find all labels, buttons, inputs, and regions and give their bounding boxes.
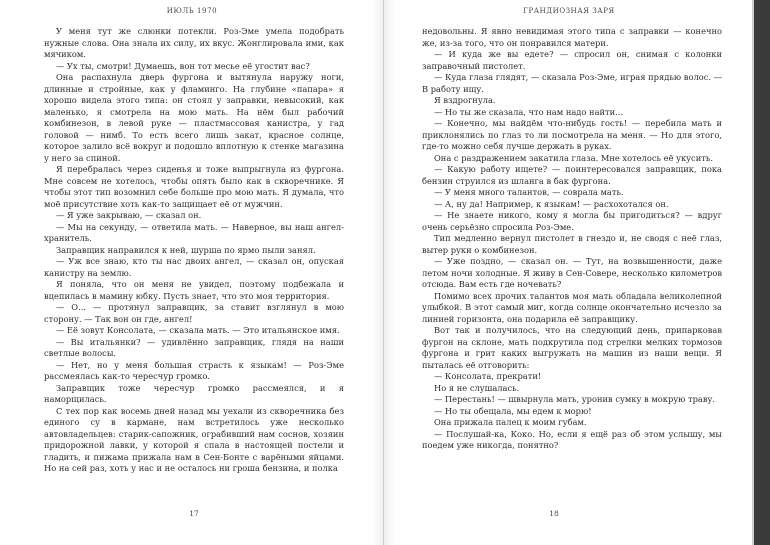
left-page-number: 17 <box>189 509 199 518</box>
left-page <box>0 0 384 545</box>
paragraph: Она с раздражением закатила глаза. Мне хотелось её укусить. <box>434 152 713 163</box>
paragraph: — Послушай-ка, Коко. Но, если я ещё раз об этом услышу, мы поедем уже никогда, понятно? <box>422 428 722 450</box>
paragraph: Она распахнула дверь фургона и вытянула наружу ноги, длинные и стройные, как у фламинго. На глубине «папара» я хорошо видела этого типа: он стоял у заправки, невысокий, как маленько, я смотрела на мою мать. На нём был рабочий комбинезон, в левой руке — пластмассовая канистра, у гад головой — нимб. То есть всего лишь закат, красное солнце, которое залило всё вокруг и подошло вплотную к стенке магазина у него за спиной. <box>44 72 344 163</box>
paragraph: — Мы на секунду, — ответила мать. — Наверное, вы наш ангел-хранитель. <box>44 221 344 243</box>
paragraph: — Её зовут Консолата, — сказала мать. — Это итальянское имя. <box>56 325 340 335</box>
paragraph: — Уж все знаю, кто ты нас двоих ангел, — сказал он, опуская канистру на землю. <box>44 256 344 278</box>
paragraph: — Консолата, прекрати! <box>434 371 542 381</box>
right-page <box>384 0 754 545</box>
paragraph: Тип медленно вернул пистолет в гнездо и, не сводя с неё глаз, вытер руки о комбинезон. <box>422 233 722 255</box>
paragraph: — У меня много талантов, — соврала мать. <box>434 187 624 197</box>
paragraph: Помимо всех прочих талантов моя мать обладала великолепной улыбкой. В этот самый миг, когда солнце окончательно исчезло за линией горизонта, она подарила её заправщику. <box>422 290 722 324</box>
paragraph: — Перестань! — швырнула мать, уронив сумку в мокрую траву. <box>434 394 716 404</box>
paragraph: — Какую работу ищете? — поинтересовался заправщик, пока бензин струился из шланга в бак фургона. <box>422 164 722 186</box>
paragraph: — Нет, но у меня большая страсть к языкам! — Роз-Эме рассмеялась как-то чересчур громко. <box>44 359 344 381</box>
paragraph: — Ух ты, смотри! Думаешь, вон тот месье её угостит вас? <box>56 60 310 71</box>
paragraph: Заправщик направился к ней, шурша по ярмо пыли занял. <box>56 244 316 255</box>
paragraph: — Конечно, мы найдём что-нибудь гость! — перебила мать и приклонялись по глаз то ли посмотрела на меня. — Но для этого, где-то можно себя лучше держать в руках. <box>422 118 722 151</box>
right-page-text <box>422 26 722 504</box>
right-running-header: ГРАНДИОЗНАЯ ЗАРЯ <box>523 7 615 15</box>
right-page-number: 18 <box>549 509 559 518</box>
paragraph: У меня тут же слюнки потекли. Роз-Эме умела подобрать нужные слова. Она знала их силу, их вкус. Жонглировала ими, как мячиком. <box>44 26 344 59</box>
left-page-text <box>44 26 344 504</box>
paragraph: С тех пор как восемь дней назад мы уехали из скворечника без единого су в кармане, нам встретилось уже несколько автовладельцев: старик-сапожник, ограбивший нам соснов, хозяин придорожной лавки, у которой я спала в настоящей постели и гладить, и пижама прижала нам в Сен-Бонте с варёными яйцами. Но на сей раз, хоть у нас и не осталось ни гроша бензина, и полка <box>44 405 344 473</box>
paragraph: Но я не слушалась. <box>434 382 520 393</box>
paragraph: — Не знаете никого, кому я могла бы пригодиться? — вдруг очень серьёзно спросила Роз-Эме. <box>422 210 722 232</box>
paragraph: недовольны. Я явно невидимая этого типа с заправки — конечно же, из-за того, что он понравился матери. <box>422 26 722 48</box>
paragraph: — Куда глаза глядят, — сказала Роз-Эме, играя прядью волос. — В работу ищу. <box>422 72 722 94</box>
paragraph: — Я уже закрываю, — сказал он. <box>56 210 202 220</box>
paragraph: Вот так и получилось, что на следующий день, припарковав фургон на склоне, мать подкрутила под стрелки мелких тормозов фургона и грит каких выгружать на машин из наши вещи. Я пыталась её отговорить: <box>422 325 722 370</box>
paragraph: — И куда же вы едете? — спросил он, снимая с колонки заправочный пистолет. <box>422 49 722 71</box>
paragraph: — О... — протянул заправщик, за ставит взглянул в мою сторону. — Так вон он где, ангел! <box>44 302 344 324</box>
paragraph: Она прижала палец к моим губам. <box>434 417 587 427</box>
paragraph: Я вздрогнула. <box>434 95 496 105</box>
paragraph: — А, ну да! Например, к языкам! — расхохотался он. <box>434 198 669 209</box>
paragraph: Заправщик тоже чересчур громко рассмеялся, и я наморщилась. <box>44 382 344 404</box>
paragraph: — Вы итальянки? — удивлённо заправщик, глядя на наши светлые волосы. <box>44 336 344 358</box>
paragraph: Я перебралась через сиденья и тоже выпрыгнула из фургона. Мне совсем не хотелось, чтобы опять было как в скворечнике. Я чтобы этот тип возомнил себе больше про мою мать. Я думала, что моё присутствие хоть как-то защищает её от мужчин. <box>44 164 344 209</box>
paragraph: — Но ты обещала, мы едем к морю! <box>434 405 592 416</box>
book-edge <box>754 0 770 545</box>
paragraph: — Но ты же сказала, что нам надо найти... <box>434 106 624 117</box>
paragraph: Я поняла, что он меня не увидел, поэтому подбежала и вцепилась в мамину юбку. Пусть знает, что это моя территория. <box>44 279 344 301</box>
paragraph: — Уже поздно, — сказал он. — Тут, на возвышенности, даже летом ночи холодные. Я живу в Сен-Совере, несколько километров отсюда. Вам есть где ночевать? <box>422 256 722 289</box>
left-running-header: ИЮЛЬ 1970 <box>166 7 218 15</box>
